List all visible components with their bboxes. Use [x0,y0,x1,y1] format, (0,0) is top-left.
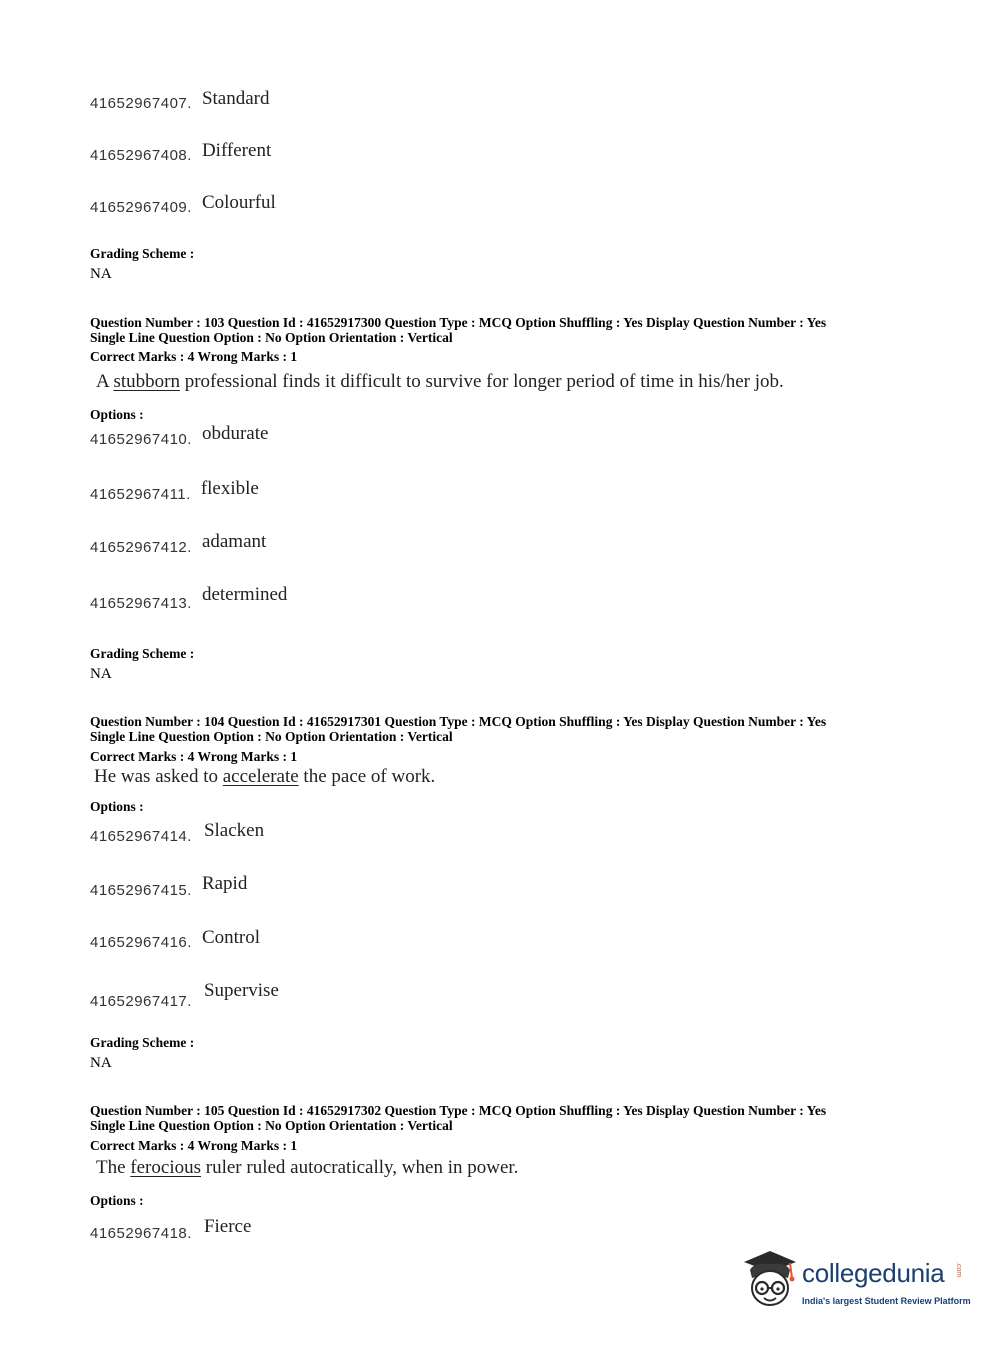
option-row [90,88,270,114]
option-id: 41652967412. [90,539,192,556]
stem-underlined-word: ferocious [130,1157,201,1178]
stem-underlined-word: accelerate [222,766,299,787]
option-row [90,820,265,847]
mascot-icon [740,1248,800,1310]
stem-text: He was asked to [94,766,223,787]
option-text: Fierce [203,1216,252,1237]
grading-scheme-label: Grading Scheme : [90,1035,195,1050]
question-meta-line1: Question Number : 103 Question Id : 41652917300 Question Type : MCQ Option Shuffling : Yes Display Question Number : Yes [90,315,827,330]
option-id: 41652967416. [90,934,192,951]
option-row [90,423,269,450]
grading-scheme-value: NA [90,1055,112,1071]
stem-text: professional finds it difficult to survive for longer period of time in his/her job. [179,371,784,392]
option-id: 41652967407. [90,95,192,112]
option-text: Slacken [203,820,265,841]
stem-text: A [96,371,114,392]
grading-scheme-value: NA [90,666,112,682]
question-stem [96,371,784,393]
option-text: Standard [201,88,270,109]
option-id: 41652967417. [90,993,192,1010]
option-id: 41652967414. [90,828,192,845]
question-stem [96,1157,518,1179]
stem-underlined-word: stubborn [113,371,180,392]
stem-text: the pace of work. [298,766,436,787]
option-row [90,927,260,953]
option-row [90,584,288,614]
options-label: Options : [90,799,144,814]
option-text: Rapid [201,873,248,894]
option-id: 41652967418. [90,1225,192,1242]
options-label: Options : [90,407,144,422]
option-text: flexible [200,478,259,499]
logo-tagline: India's largest Student Review Platform [802,1296,971,1306]
question-meta-line2: Single Line Question Option : No Option Orientation : Vertical [90,330,453,345]
question-marks: Correct Marks : 4 Wrong Marks : 1 [90,749,298,764]
option-text: adamant [201,531,267,552]
option-row [90,192,276,218]
question-stem [94,766,435,788]
option-text: Supervise [203,980,279,1001]
grading-scheme-label: Grading Scheme : [90,246,195,261]
option-row [90,980,279,1012]
question-meta-line1: Question Number : 105 Question Id : 41652917302 Question Type : MCQ Option Shuffling : Yes Display Question Number : Yes [90,1103,827,1118]
stem-text: ruler ruled autocratically, when in power. [201,1157,519,1178]
grading-scheme-label: Grading Scheme : [90,646,195,661]
stem-text: The [96,1157,131,1178]
question-meta-line2: Single Line Question Option : No Option Orientation : Vertical [90,1118,453,1133]
option-row [90,478,259,505]
option-id: 41652967415. [90,882,192,899]
question-meta-line1: Question Number : 104 Question Id : 41652917301 Question Type : MCQ Option Shuffling : Yes Display Question Number : Yes [90,714,827,729]
option-text: Different [201,140,272,161]
option-id: 41652967413. [90,595,192,612]
collegedunia-logo [740,1248,970,1318]
option-row [90,1216,252,1244]
option-id: 41652967409. [90,199,192,216]
option-row [90,140,272,166]
logo-domain-suffix: .com [955,1262,962,1278]
option-text: determined [201,584,288,605]
option-text: obdurate [201,423,269,444]
question-marks: Correct Marks : 4 Wrong Marks : 1 [90,349,298,364]
option-row [90,531,267,558]
option-id: 41652967410. [90,431,192,448]
options-label: Options : [90,1193,144,1208]
logo-wordmark: collegedunia [802,1258,945,1288]
option-id: 41652967411. [90,486,191,503]
option-text: Colourful [201,192,276,213]
option-row [90,873,248,901]
question-meta-line2: Single Line Question Option : No Option Orientation : Vertical [90,729,453,744]
option-id: 41652967408. [90,147,192,164]
question-marks: Correct Marks : 4 Wrong Marks : 1 [90,1138,298,1153]
grading-scheme-value: NA [90,266,112,282]
option-text: Control [201,927,260,948]
